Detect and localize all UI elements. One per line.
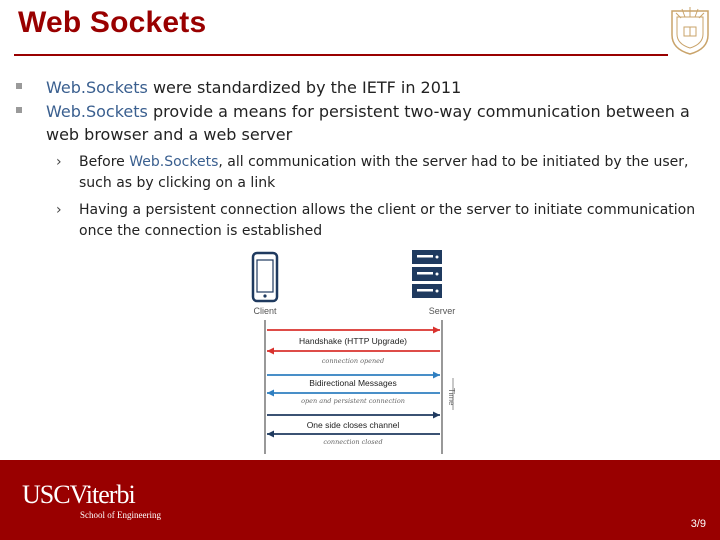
bullet-item	[14, 76, 704, 99]
logo-viterbi-text: Viterbi	[69, 480, 135, 509]
close-channel-label: One side closes channel	[306, 420, 400, 430]
logo-subtitle: School of Engineering	[80, 510, 161, 520]
bullet-text: were standardized by the IETF in 2011	[147, 78, 462, 97]
bullet-list	[14, 76, 704, 242]
bidirectional-label: Bidirectional Messages	[309, 378, 397, 388]
client-label: Client	[253, 306, 277, 316]
open-persistent-label: open and persistent connection	[301, 397, 405, 405]
connection-closed-label: connection closed	[323, 438, 383, 446]
phone-icon	[253, 253, 277, 301]
server-label: Server	[428, 306, 456, 316]
sub-bullet-item	[14, 200, 704, 242]
logo-usc-text: USC	[22, 480, 70, 509]
highlight-term: Web.Sockets	[46, 102, 148, 121]
sub-bullet-item	[14, 152, 704, 194]
handshake-label: Handshake (HTTP Upgrade)	[298, 336, 408, 346]
arrowhead	[267, 431, 274, 438]
arrowhead	[267, 390, 274, 397]
usc-seal-icon	[668, 5, 712, 55]
arrowhead	[433, 372, 440, 379]
title-rule	[14, 54, 668, 56]
sub-bullet-text: Having a persistent connection allows the client or the server to initiate communication once the connection is established	[79, 202, 696, 239]
sub-bullet-text: , all communication with the server had to be initiated by the user, such as by clicking on a link	[79, 154, 689, 191]
highlight-term: Web.Sockets	[46, 78, 148, 97]
arrowhead	[433, 327, 440, 334]
slide-title: Web Sockets	[18, 6, 207, 39]
chevron-bullet-icon: ›	[56, 154, 62, 170]
sub-bullet-text: Before	[79, 154, 130, 170]
arrowhead	[267, 348, 274, 355]
time-label: Time	[447, 388, 456, 406]
square-bullet-icon	[16, 107, 22, 113]
server-icon	[412, 250, 442, 298]
connection-opened-label: connection opened	[321, 357, 385, 365]
websocket-sequence-diagram	[245, 248, 477, 456]
highlight-term: Web.Sockets	[129, 154, 219, 170]
square-bullet-icon	[16, 83, 22, 89]
page-number: 3/9	[690, 518, 706, 530]
arrowhead	[433, 412, 440, 419]
usc-viterbi-logo	[22, 480, 135, 510]
chevron-bullet-icon: ›	[56, 202, 62, 218]
bullet-text: provide a means for persistent two-way communication between a web browser and a web server	[46, 102, 690, 144]
bullet-item	[14, 100, 704, 146]
